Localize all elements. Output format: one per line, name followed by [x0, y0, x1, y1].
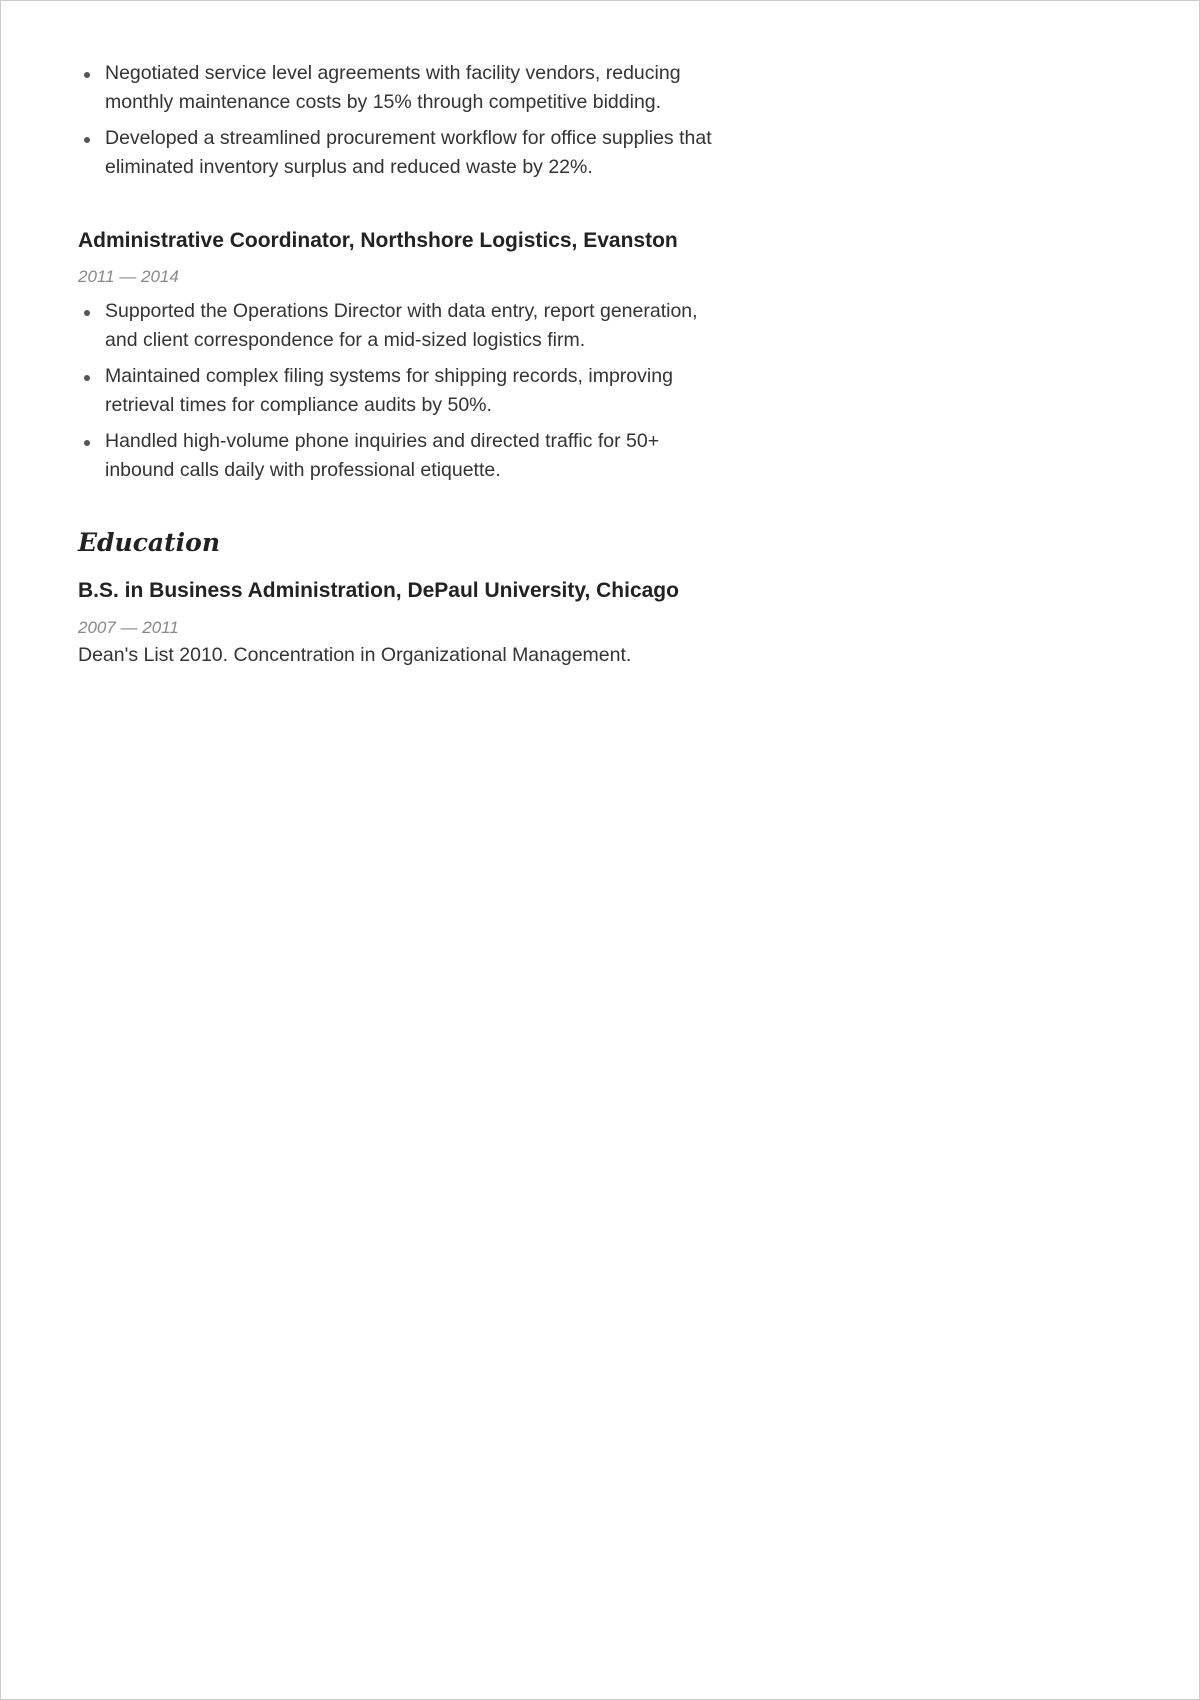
list-item: Maintained complex filing systems for shipping records, improving retrieval times for compliance audits by 50%. — [78, 362, 728, 420]
resume-content — [78, 59, 728, 669]
education-entry — [78, 576, 728, 669]
job-bullets — [78, 297, 728, 485]
previous-job-bullets — [78, 59, 728, 182]
education-description: Dean's List 2010. Concentration in Organizational Management. — [78, 644, 632, 666]
degree-title: B.S. in Business Administration, DePaul University, Chicago — [78, 579, 679, 602]
list-item: Supported the Operations Director with data entry, report generation, and client correspondence for a mid-sized logistics firm. — [78, 297, 728, 355]
list-item: Handled high-volume phone inquiries and directed traffic for 50+ inbound calls daily with professional etiquette. — [78, 427, 728, 485]
list-item: Negotiated service level agreements with facility vendors, reducing monthly maintenance costs by 15% through competitive bidding. — [78, 59, 728, 117]
job-entry — [78, 226, 728, 485]
job-dates: 2011 — 2014 — [78, 267, 179, 286]
education-heading: Education — [78, 528, 221, 557]
job-title: Administrative Coordinator, Northshore Logistics, Evanston — [78, 229, 678, 252]
list-item: Developed a streamlined procurement workflow for office supplies that eliminated inventory surplus and reduced waste by 22%. — [78, 124, 728, 182]
education-dates: 2007 — 2011 — [78, 618, 179, 637]
